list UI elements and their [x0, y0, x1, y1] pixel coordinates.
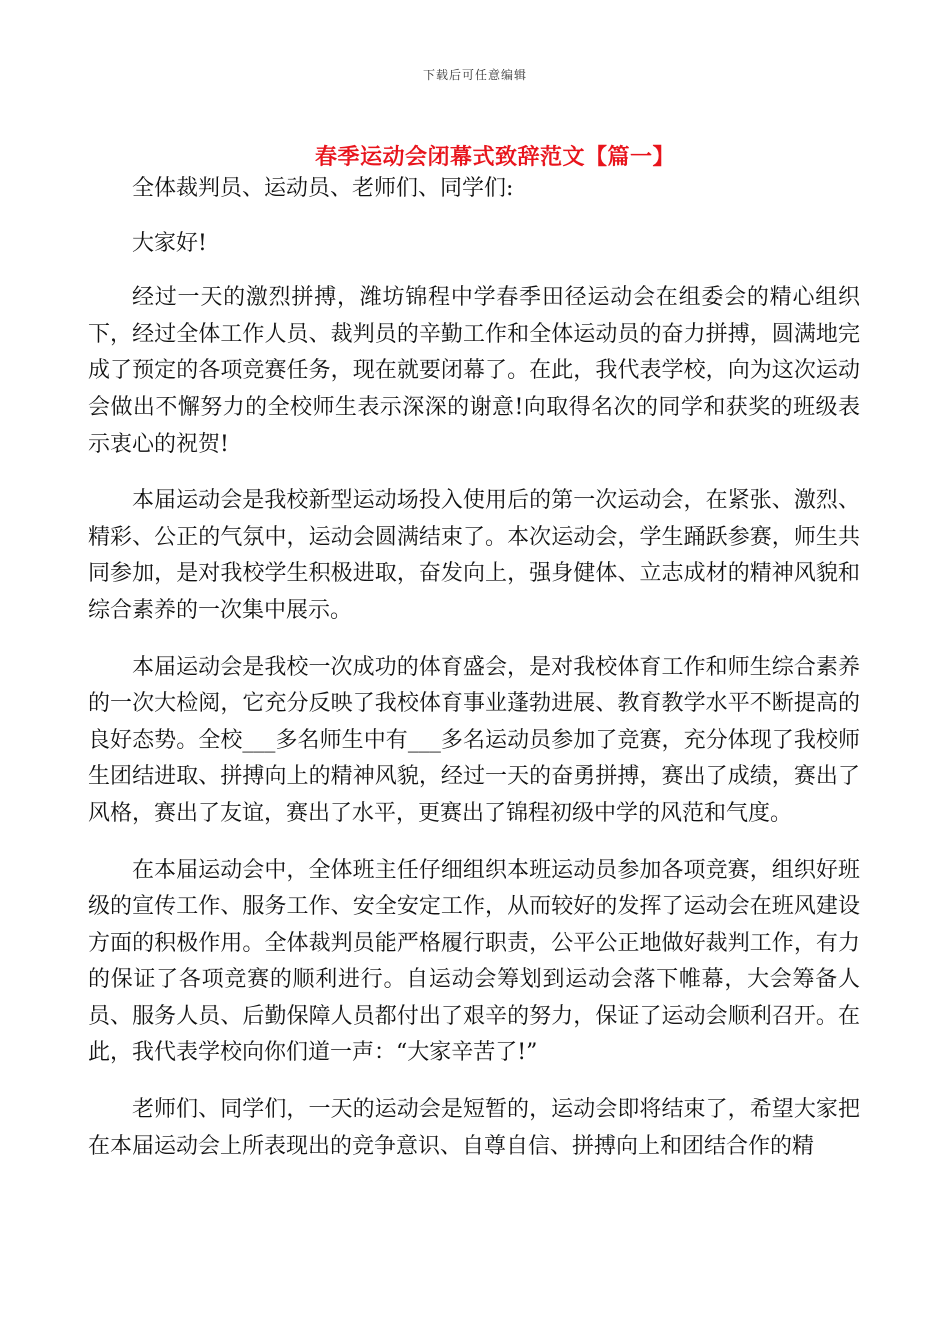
document-title: 春季运动会闭幕式致辞范文【篇一】	[314, 144, 675, 170]
salutation: 全体裁判员、运动员、老师们、同学们:	[132, 176, 514, 201]
body-paragraph: 老师们、同学们，一天的运动会是短暂的，运动会即将结束了，希望大家把在本届运动会上所表现出的竞争意识、自尊自信、拼搏向上和团结合作的精	[88, 1097, 860, 1159]
body-paragraph: 本届运动会是我校一次成功的体育盛会，是对我校体育工作和师生综合素养的一次大检阅，它充分反映了我校体育事业蓬勃进展、教育教学水平不断提高的良好态势。全校___多名师生中有___多名运动员参加了竞赛，充分体现了我校师生团结进取、拼搏向上的精神风貌，经过一天的奋勇拼搏，赛出了成绩，赛出了风格，赛出了友谊，赛出了水平，更赛出了锦程初级中学的风范和气度。	[88, 654, 860, 826]
page-header-note: 下载后可任意编辑	[422, 68, 527, 82]
body-paragraph: 在本届运动会中，全体班主任仔细组织本班运动员参加各项竞赛，组织好班级的宣传工作、服务工作、安全安定工作，从而较好的发挥了运动会在班风建设方面的积极作用。全体裁判员能严格履行职责，公平公正地做好裁判工作，有力的保证了各项竞赛的顺利进行。自运动会筹划到运动会落下帷幕，大会筹备人员、服务人员、后勤保障人员都付出了艰辛的努力，保证了运动会顺利召开。在此，我代表学校向你们道一声：“大家辛苦了!”	[88, 857, 860, 1066]
document-body	[88, 171, 860, 1183]
greeting: 大家好!	[132, 230, 207, 256]
body-paragraph: 经过一天的激烈拼搏，潍坊锦程中学春季田径运动会在组委会的精心组织下，经过全体工作人员、裁判员的辛勤工作和全体运动员的奋力拼搏，圆满地完成了预定的各项竞赛任务，现在就要闭幕了。在此，我代表学校，向为这次运动会做出不懈努力的全校师生表示深深的谢意!向取得名次的同学和获奖的班级表示衷心的祝贺!	[88, 285, 860, 457]
body-paragraph: 本届运动会是我校新型运动场投入使用后的第一次运动会，在紧张、激烈、精彩、公正的气氛中，运动会圆满结束了。本次运动会，学生踊跃参赛，师生共同参加，是对我校学生积极进取，奋发向上，强身健体、立志成材的精神风貌和综合素养的一次集中展示。	[88, 488, 860, 623]
